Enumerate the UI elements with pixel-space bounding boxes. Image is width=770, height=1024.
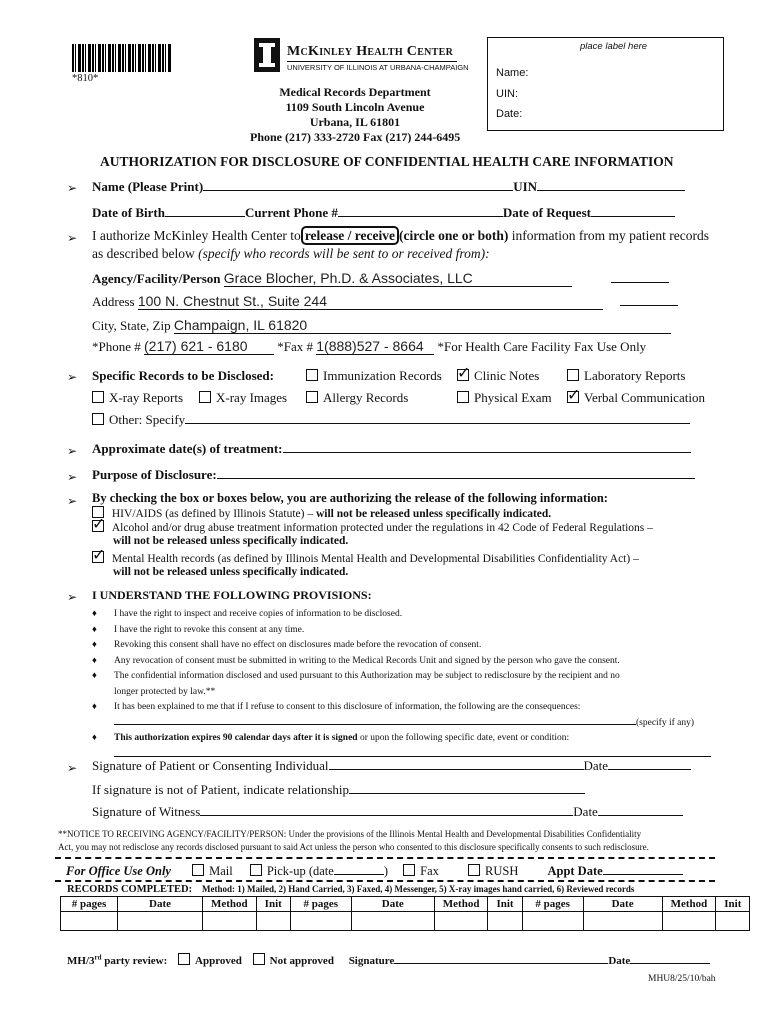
agency-label: Agency/Facility/Person [92, 271, 221, 286]
record-option[interactable]: Allergy Records [306, 390, 408, 406]
treatment-label: Approximate date(s) of treatment: [92, 441, 283, 456]
arrow-bullet: ➢ [67, 590, 78, 604]
street: 1109 South Lincoln Avenue [285, 100, 425, 114]
fax-label: *Fax # [277, 339, 313, 354]
record-option[interactable]: X-ray Reports [92, 390, 183, 406]
authorize-text: I authorize McKinley Health Center to [92, 228, 301, 243]
name-label: Name (Please Print) [92, 179, 204, 194]
dept-name: Medical Records Department [279, 85, 431, 99]
barcode-number: *810* [72, 73, 99, 84]
method-legend: Method: 1) Mailed, 2) Hand Carried, 3) Faxed, 4) Messenger, 5) X-ray images hand carried, 6) Reviewed records [202, 884, 635, 894]
records-label: Specific Records to be Disclosed: [92, 368, 274, 383]
divider [55, 857, 715, 859]
logo-mark [254, 38, 280, 72]
expiry-field[interactable] [114, 756, 711, 757]
checkbox[interactable] [567, 369, 579, 381]
patient-signature-label: Signature of Patient or Consenting Individual [92, 758, 329, 773]
provisions-heading: I UNDERSTAND THE FOLLOWING PROVISIONS: [92, 588, 372, 602]
circle-note: (circle one or both) [399, 228, 509, 243]
record-option[interactable]: ✓ Verbal Communication [567, 390, 705, 406]
office-title: For Office Use Only [66, 864, 171, 878]
agency-phone-value[interactable]: (217) 621 - 6180 [144, 338, 274, 355]
label-box [487, 37, 724, 131]
uin-label: UIN [513, 179, 538, 194]
witness-label: Signature of Witness [92, 804, 201, 819]
request-date-label: Date of Request [502, 205, 591, 220]
signature-date-field[interactable] [608, 769, 691, 770]
consequences-field[interactable] [114, 724, 636, 725]
request-date-field[interactable] [591, 216, 675, 217]
treatment-field[interactable] [283, 452, 691, 453]
form-code: MHU8/25/10/bah [648, 974, 716, 984]
checkbox[interactable] [457, 391, 469, 403]
alcohol-text: Alcohol and/or drug abuse treatment information protected under the regulations in 42 Code of Federal Regulations – [111, 522, 653, 534]
approved-checkbox[interactable] [178, 953, 190, 965]
pickup-checkbox[interactable] [250, 864, 262, 876]
alcohol-checkbox[interactable] [92, 520, 104, 532]
uin-field[interactable] [537, 190, 685, 191]
mh-review-label: MH/3rd party review: [67, 953, 168, 967]
fax-checkbox[interactable] [403, 864, 415, 876]
city-label: City, State, Zip [92, 318, 171, 333]
mental-health-checkbox[interactable] [92, 551, 104, 563]
address-block [250, 85, 460, 145]
current-phone-field[interactable] [338, 216, 503, 217]
checkbox[interactable] [199, 391, 211, 403]
arrow-bullet: ➢ [67, 231, 78, 245]
purpose-label: Purpose of Disclosure: [92, 467, 217, 482]
release-receive[interactable]: release / receive [301, 226, 399, 245]
address-value[interactable]: 100 N. Chestnut St., Suite 244 [138, 293, 603, 310]
current-phone-label: Current Phone # [244, 205, 338, 220]
record-option[interactable]: ✓ Clinic Notes [457, 368, 539, 384]
completion-table: # pages Date Method Init # pages Date Method Init # pages Date Method Init [60, 896, 750, 931]
sensitive-heading: By checking the box or boxes below, you are authorizing the release of the following information: [92, 491, 608, 505]
appt-date-field[interactable] [603, 874, 683, 875]
notice: **NOTICE TO RECEIVING AGENCY/FACILITY/PERSON: Under the provisions of the Illinois Mental Health and Developmental Disabilities Confidentiality Act, you may not redisclose any records disclosed pursuant to said Act unless the person who consented to this disclosure specifically consents to such redisclosure. [58, 829, 649, 852]
office-signature-field[interactable] [394, 963, 608, 964]
address-label: Address [92, 294, 135, 309]
label-date: Date: [496, 108, 523, 120]
arrow-bullet: ➢ [67, 761, 78, 775]
specify-note: (specify who records will be sent to or received from): [198, 246, 490, 261]
checkbox[interactable] [306, 369, 318, 381]
witness-field[interactable] [200, 815, 573, 816]
arrow-bullet: ➢ [67, 370, 78, 384]
name-field[interactable] [203, 190, 513, 191]
checkbox[interactable] [567, 391, 579, 403]
label-box-title: place label here [580, 41, 648, 52]
phone-fax: Phone (217) 333-2720 Fax (217) 244-6495 [250, 130, 461, 144]
fax-note: *For Health Care Facility Fax Use Only [437, 339, 647, 354]
provisions-list: ♦ I have the right to inspect and receive copies of information to be disclosed. ♦ I have the right to revoke this consent at any time. ♦ Revoking this consent shall have no effect on disclosures made before the revocation of consent. ♦ Any revocation of consent must be submitted in writing to the Medical Records Unit and signed by the person who gave the consent. ♦ The confidential information disclosed and used pursuant to this Authorization may be subject to redisclosure by the recipient and no longer protected by law.** ♦ It has been explained to me that if I refuse to consent to this disclosure of information, the following are the consequences: (specify if any) ♦ This authorization expires 90 calendar days after it is signed or upon the following specific date, event or condition: [92, 609, 695, 743]
hiv-text: HIV/AIDS (as defined by Illinois Statute) – [111, 508, 316, 520]
dob-label: Date of Birth [92, 205, 165, 220]
records-completed: RECORDS COMPLETED: [67, 884, 193, 895]
checkbox[interactable] [306, 391, 318, 403]
barcode [72, 44, 172, 72]
checkbox[interactable] [457, 369, 469, 381]
arrow-bullet: ➢ [67, 494, 78, 508]
record-option[interactable]: Physical Exam [457, 390, 552, 406]
city-value[interactable]: Champaign, IL 61820 [174, 317, 671, 334]
patient-signature-field[interactable] [329, 769, 584, 770]
record-option[interactable]: Laboratory Reports [567, 368, 685, 384]
purpose-field[interactable] [217, 478, 695, 479]
record-option[interactable]: X-ray Images [199, 390, 287, 406]
other-field[interactable] [185, 423, 690, 424]
mail-checkbox[interactable] [192, 864, 204, 876]
relationship-label: If signature is not of Patient, indicate relationship [92, 782, 350, 797]
rush-checkbox[interactable] [468, 864, 480, 876]
agency-phone-label: *Phone # [92, 339, 141, 354]
record-option[interactable]: Other: Specify [92, 412, 690, 428]
record-option[interactable]: Immunization Records [306, 368, 442, 384]
dob-field[interactable] [165, 216, 245, 217]
label-name: Name: [496, 67, 529, 79]
arrow-bullet: ➢ [67, 181, 78, 195]
arrow-bullet: ➢ [67, 470, 78, 484]
agency-value[interactable]: Grace Blocher, Ph.D. & Associates, LLC [224, 270, 572, 287]
form-title: AUTHORIZATION FOR DISCLOSURE OF CONFIDENTIAL HEALTH CARE INFORMATION [100, 154, 674, 169]
witness-date-field[interactable] [598, 815, 683, 816]
divider [55, 880, 715, 882]
label-uin: UIN: [496, 88, 518, 100]
checkbox[interactable] [92, 413, 104, 425]
checkbox[interactable] [92, 391, 104, 403]
relationship-field[interactable] [349, 793, 585, 794]
not-approved-checkbox[interactable] [253, 953, 265, 965]
arrow-bullet: ➢ [67, 444, 78, 458]
city: Urbana, IL 61801 [309, 115, 401, 129]
mental-text: Mental Health records (as defined by Illinois Mental Health and Developmental Disabilities Confidentiality Act) – [111, 553, 639, 565]
logo-subtitle: UNIVERSITY OF ILLINOIS AT URBANA-CHAMPAIGN [287, 63, 469, 72]
logo-name: McKinley Health Center [287, 44, 454, 59]
fax-value[interactable]: 1(888)527 - 8664 [316, 338, 434, 355]
office-date-field[interactable] [630, 963, 710, 964]
